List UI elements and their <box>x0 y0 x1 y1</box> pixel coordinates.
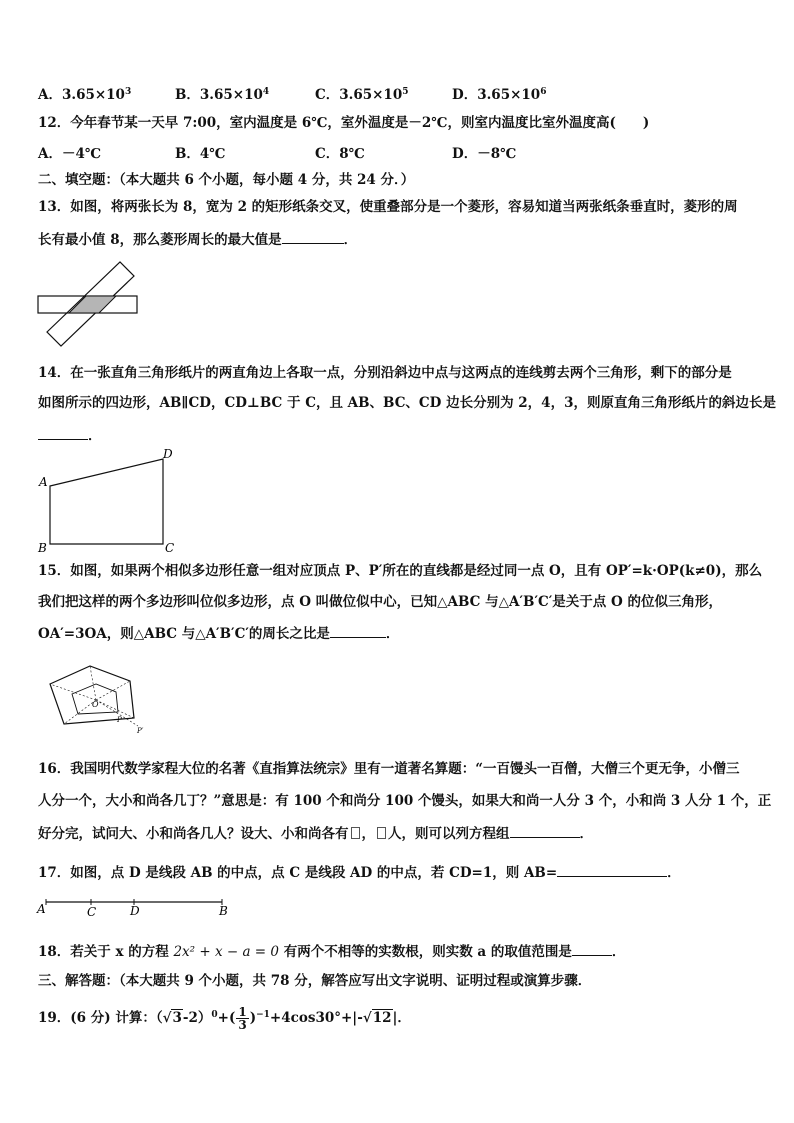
q14-answer-blank[interactable] <box>38 425 88 440</box>
q14-line-2: 如图所示的四边形，AB∥CD，CD⊥BC 于 C，且 AB、BC、CD 边长分别为 2，4，3，则原直角三角形纸片的斜边长是 <box>38 395 776 411</box>
q19-radicand-2: 12 <box>372 1010 392 1026</box>
q15-homothety-figure <box>46 660 156 740</box>
q14-line-3: ． <box>38 425 102 445</box>
q14-label-c: C <box>165 541 175 555</box>
q17-label-d: D <box>130 904 140 918</box>
q14-line-1: 14．在一张直角三角形纸片的两直角边上各取一点，分别沿斜边中点与这两点的连线剪去两个三角形，剩下的部分是 <box>38 365 732 381</box>
q16-answer-blank[interactable] <box>510 823 580 838</box>
q14-label-a: A <box>39 475 48 489</box>
q19-text: 19．(6 分) 计算：$(√3-2)^0+$( $\frac{1}{3}$ )$^{-1}$+4cos30°+|-√12|． <box>38 1005 411 1032</box>
q18-text: 18．若关于 x 的方程 2x² + x − a = 0 有两个不相等的实数根，则实数 a 的取值范围是 ． <box>38 941 625 961</box>
q12-stem: 12．今年春节某一天早 7:00，室内温度是 6℃，室外温度是－2℃，则室内温度比室外温度高( ) <box>38 115 650 131</box>
q11-option-c: C．3.65×105 <box>315 87 409 103</box>
q16-line-3: 好分完，试问大、小和尚各几人？设大、小和尚各有 ， 人，则可以列方程组 ． <box>38 823 593 843</box>
q12-option-d: D．－8℃ <box>452 146 517 162</box>
q16-line-1: 16．我国明代数学家程大位的名著《直指算法统宗》里有一道著名算题：“一百馒头一百僧，大僧三个更无争，小僧三 <box>38 761 740 777</box>
q17-label-c: C <box>87 905 97 919</box>
q12-option-c: C．8℃ <box>315 146 365 162</box>
q14-label-b: B <box>38 541 47 555</box>
q17-label-b: B <box>219 904 228 918</box>
q15-line-1: 15．如图，如果两个相似多边形任意一组对应顶点 P、P′所在的直线都是经过同一点 O，且有 OP′=k·OP(k≠0)，那么 <box>38 563 763 579</box>
q18-equation: 2x² + x − a = 0 <box>173 944 280 960</box>
q13-answer-blank[interactable] <box>282 229 344 244</box>
q19-radicand-1: 3 <box>172 1010 182 1026</box>
q16-variable-box-1 <box>351 827 360 839</box>
q12-option-a: A．－4℃ <box>38 146 102 162</box>
q15-line-3: OA′=3OA，则△ABC 与△A′B′C′的周长之比是 ． <box>38 623 399 643</box>
q13-line-2: 长有最小值 8，那么菱形周长的最大值是 ． <box>38 229 357 249</box>
q16-line-2: 人分一个，大小和尚各几丁？”意思是：有 100 个和尚分 100 个馒头，如果大和尚一人分 3 个，小和尚 3 人分 1 个，正 <box>38 793 772 809</box>
q16-variable-box-2 <box>377 827 386 839</box>
q17-label-a: A <box>37 902 46 916</box>
q14-label-d: D <box>163 447 173 461</box>
q15-label-p-prime: P′ <box>137 727 144 735</box>
q11-option-b: B．3.65×104 <box>175 87 270 103</box>
q19-fraction: $\frac{1}{3}$ <box>238 1005 247 1032</box>
q11-option-a: A．3.65×103 <box>38 87 132 103</box>
section-3-heading: 三、解答题：（本大题共 9 个小题，共 78 分，解答应写出文字说明、证明过程或演算步骤． <box>38 973 592 989</box>
q12-option-b: B．4℃ <box>175 146 226 162</box>
q11-option-d: D．3.65×106 <box>452 87 547 103</box>
q15-line-2: 我们把这样的两个多边形叫位似多边形，点 O 叫做位似中心，已知△ABC 与△A′B′C′是关于点 O 的位似三角形， <box>38 594 722 610</box>
q15-answer-blank[interactable] <box>330 623 386 638</box>
q13-crossed-strips-figure <box>36 258 140 348</box>
q17-answer-blank[interactable] <box>557 862 667 877</box>
q18-answer-blank[interactable] <box>572 941 612 956</box>
section-2-heading: 二、填空题：（本大题共 6 个小题，每小题 4 分，共 24 分．） <box>38 172 415 188</box>
q17-text: 17．如图，点 D 是线段 AB 的中点，点 C 是线段 AD 的中点，若 CD=1，则 AB= ． <box>38 862 681 882</box>
q15-label-p: P <box>117 716 122 724</box>
q17-segment-figure <box>34 893 234 921</box>
q15-label-o: O <box>92 700 99 709</box>
q13-line-1: 13．如图，将两张长为 8，宽为 2 的矩形纸条交叉，使重叠部分是一个菱形，容易知道当两张纸条垂直时，菱形的周 <box>38 199 738 215</box>
q14-quadrilateral-figure <box>34 446 184 556</box>
